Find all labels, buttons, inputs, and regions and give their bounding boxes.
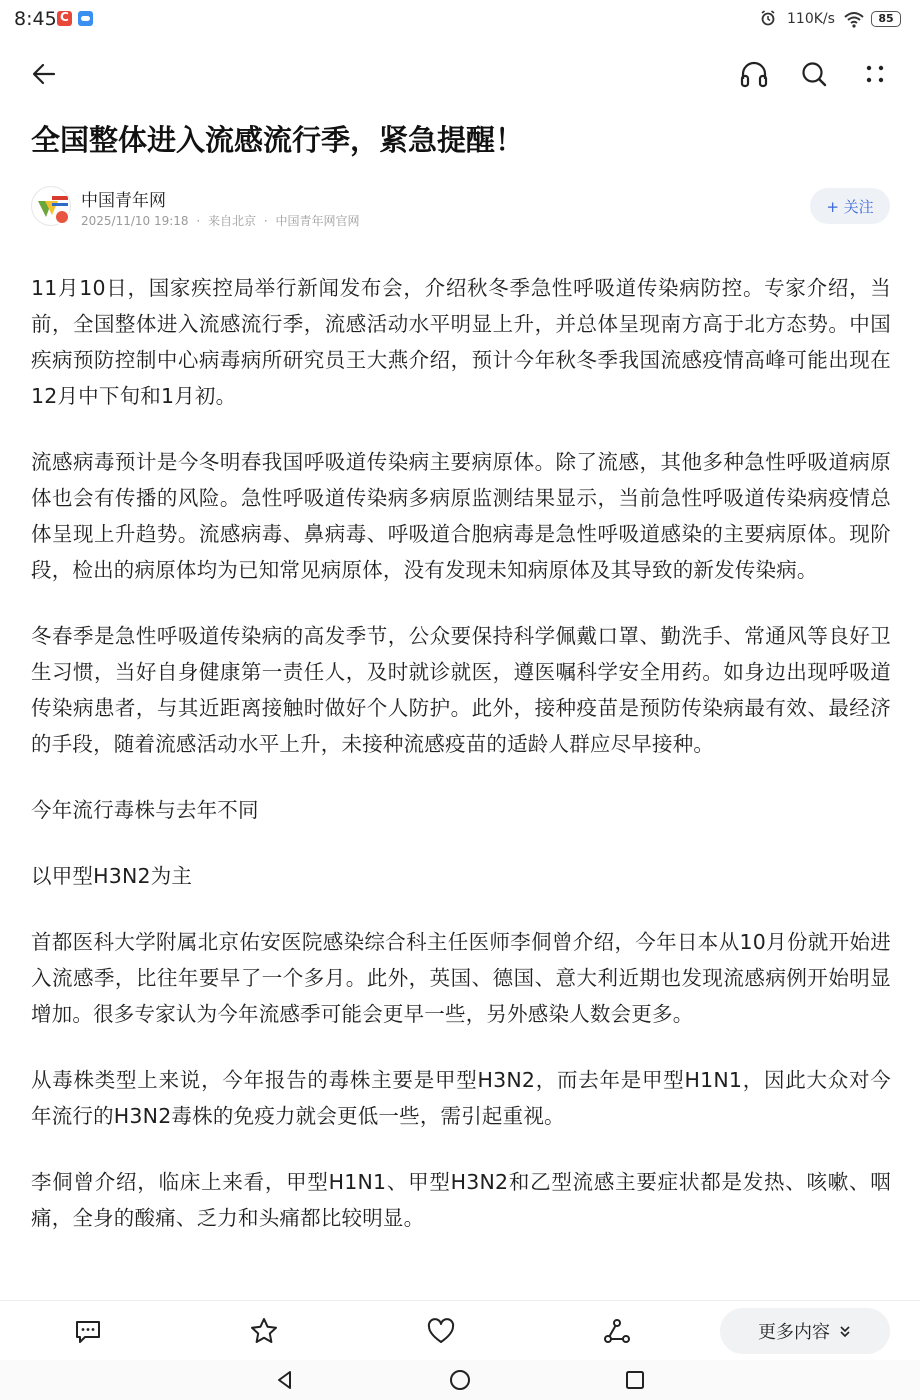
system-home-button[interactable]: [446, 1366, 474, 1394]
author-row: [31, 184, 890, 232]
bottom-action-bar: [0, 1300, 920, 1360]
subheading: 今年流行毒株与去年不同: [31, 798, 259, 822]
headphones-icon: [739, 59, 769, 89]
chevron-down-icon: [838, 1324, 852, 1338]
heart-icon: [426, 1316, 456, 1346]
star-icon: [249, 1316, 279, 1346]
search-icon: [800, 60, 828, 88]
back-button[interactable]: [24, 54, 64, 94]
verified-badge-icon: [54, 209, 70, 225]
favorite-button[interactable]: [244, 1311, 284, 1351]
search-button[interactable]: [794, 54, 834, 94]
triangle-back-icon: [274, 1369, 296, 1391]
listen-button[interactable]: [734, 54, 774, 94]
meta-separator: ·: [196, 214, 201, 228]
share-icon: [602, 1316, 632, 1346]
publish-source: 中国青年网官网: [275, 214, 360, 228]
article-title: 全国整体进入流感流行季，紧急提醒！: [31, 123, 525, 157]
top-navigation: [0, 48, 920, 104]
system-back-button[interactable]: [271, 1366, 299, 1394]
publish-date: 2025/11/10 19:18: [81, 214, 189, 228]
alarm-icon: [760, 10, 776, 26]
paragraph: 流感病毒预计是今冬明春我国呼吸道传染病主要病原体。除了流感，其他多种急性呼吸道病原体也会有传播的风险。急性呼吸道传染病多病原监测结果显示，当前急性呼吸道传染病疫情总体呈现上升趋势。流感病毒、鼻病毒、呼吸道合胞病毒是急性呼吸道感染的主要病原体。现阶段，检出的病原体均为已知常见病原体，没有发现未知病原体及其导致的新发传染病。: [31, 450, 891, 582]
back-arrow-icon: [30, 60, 58, 88]
follow-button[interactable]: + 关注: [810, 188, 890, 224]
square-recent-icon: [624, 1369, 646, 1391]
author-meta: [81, 212, 364, 229]
more-content-button[interactable]: [720, 1308, 890, 1354]
more-options-button[interactable]: [855, 54, 895, 94]
system-navigation-bar: [0, 1360, 920, 1400]
app-notification-icon: [57, 11, 72, 26]
subheading: 以甲型H3N2为主: [31, 864, 193, 888]
paragraph: 首都医科大学附属北京佑安医院感染综合科主任医师李侗曾介绍，今年日本从10月份就开始进入流感季，比往年要早了一个多月。此外，英国、德国、意大利近期也发现流感病例开始明显增加。很多专家认为今年流感季可能会更早一些，另外感染人数会更多。: [31, 930, 891, 1026]
share-button[interactable]: [597, 1311, 637, 1351]
network-speed: 110K/s: [787, 11, 835, 27]
circle-home-icon: [448, 1368, 472, 1392]
paragraph: 冬春季是急性呼吸道传染病的高发季节，公众要保持科学佩戴口罩、勤洗手、常通风等良好卫生习惯，当好自身健康第一责任人，及时就诊就医，遵医嘱科学安全用药。如身边出现呼吸道传染病患者，与其近距离接触时做好个人防护。此外，接种疫苗是预防传染病最有效、最经济的手段，随着流感活动水平上升，未接种流感疫苗的适龄人群应尽早接种。: [31, 624, 891, 756]
paragraph: 李侗曾介绍，临床上来看，甲型H1N1、甲型H3N2和乙型流感主要症状都是发热、咳嗽、咽痛，全身的酸痛、乏力和头痛都比较明显。: [31, 1170, 891, 1230]
status-time: 8:45: [14, 8, 57, 30]
battery-indicator: 85: [871, 11, 901, 27]
system-recent-apps-button[interactable]: [621, 1366, 649, 1394]
more-content-label: 更多内容: [758, 1322, 830, 1343]
comment-button[interactable]: [68, 1311, 108, 1351]
comment-icon: [73, 1316, 103, 1346]
wifi-icon: [843, 10, 865, 28]
article-body: [31, 270, 891, 1266]
author-name[interactable]: 中国青年网: [81, 191, 166, 211]
more-dots-icon: [861, 60, 889, 88]
like-button[interactable]: [421, 1311, 461, 1351]
publish-location: 来自北京: [208, 214, 257, 228]
paragraph: 从毒株类型上来说，今年报告的毒株主要是甲型H3N2，而去年是甲型H1N1，因此大众对今年流行的H3N2毒株的免疫力就会更低一些，需引起重视。: [31, 1068, 891, 1128]
meta-separator: ·: [263, 214, 268, 228]
paragraph: 11月10日，国家疾控局举行新闻发布会，介绍秋冬季急性呼吸道传染病防控。专家介绍，当前，全国整体进入流感流行季，流感活动水平明显上升，并总体呈现南方高于北方态势。中国疾病预防控制中心病毒病所研究员王大燕介绍，预计今年秋冬季我国流感疫情高峰可能出现在12月中下旬和1月初。: [31, 276, 891, 408]
cloud-app-icon: [78, 11, 93, 26]
status-bar: [0, 0, 920, 40]
